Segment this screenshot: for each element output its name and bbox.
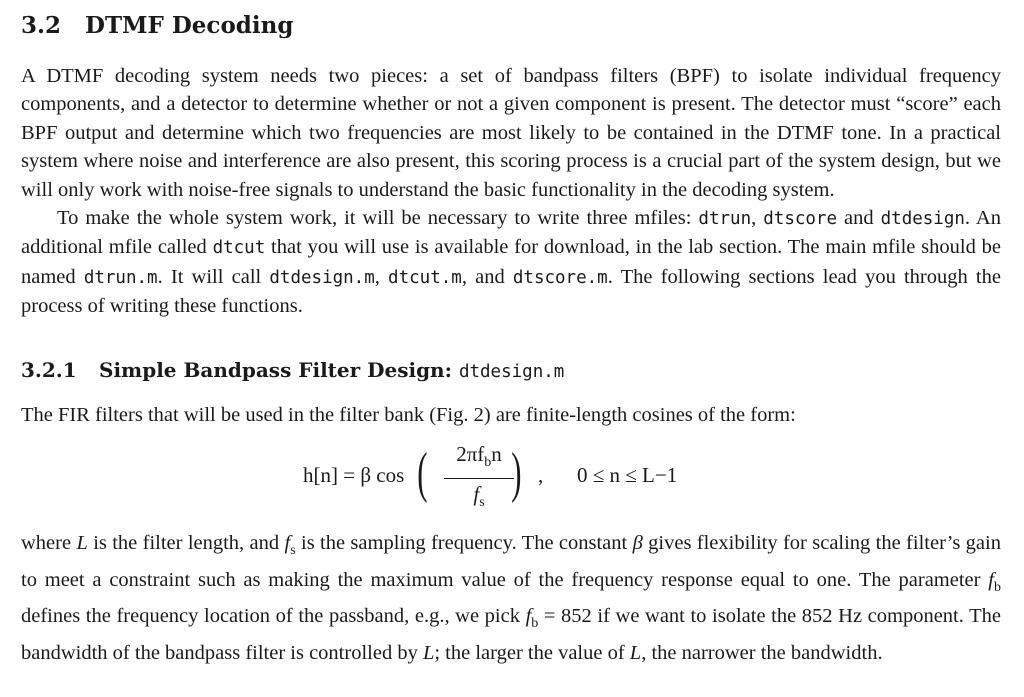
subsection-number: 3.2.1 [21, 357, 77, 382]
section-heading [21, 12, 1001, 40]
paragraph-parameters [21, 529, 1001, 667]
subsection-heading [21, 357, 1001, 385]
text-span: defines the frequency location of the passband, e.g., we pick [21, 605, 526, 628]
text-span: is the filter length, and [87, 532, 285, 555]
subsection-code: dtdesign.m [458, 361, 565, 382]
equation-lhs: h[n] = β cos [303, 463, 405, 488]
equation-range: 0 ≤ n ≤ L−1 [577, 463, 678, 488]
code-dtdesign-m: dtdesign.m [269, 267, 375, 288]
code-dtcut: dtcut [212, 238, 266, 259]
code-dtscore: dtscore [763, 209, 838, 230]
text-span: To make the whole system work, it will be necessary to write three mfiles: [57, 207, 699, 230]
subsection-title: Simple Bandpass Filter Design: [99, 357, 459, 382]
text-span: . An additional mfile called [21, 207, 1001, 259]
document-page [21, 6, 1001, 667]
var-L: L [422, 641, 435, 664]
paragraph-intro: A DTMF decoding system needs two pieces: a set of bandpass filters (BPF) to isolate individual frequency components, and a detector to determine whether or not a given component is present. The detector must “score” each BPF output and determine which two frequencies are most likely to be contained in the DTMF tone. In a practical system where noise and interference are also present, this scoring process is a crucial part of the system design, but we will only work with noise-free signals to understand the basic functionality in the decoding system. [21, 65, 1001, 201]
sub-b: b [994, 579, 1001, 595]
text-span: , the narrower the bandwidth. [641, 641, 883, 664]
code-dtdesign: dtdesign [880, 209, 965, 230]
text-span: , and [461, 265, 513, 288]
text-span: . The following sections lead you through the process of writing these functions. [21, 265, 1001, 318]
section-number: 3.2 [21, 12, 62, 39]
text-span: . It will call [157, 265, 270, 288]
numerator-text: 2πf [456, 442, 485, 467]
var-f: f [284, 532, 291, 555]
text-span: is the sampling frequency. The constant [295, 532, 633, 555]
text-span: , [751, 207, 764, 230]
fraction-bar [444, 478, 514, 479]
code-dtcut-m: dtcut.m [388, 267, 462, 288]
right-paren: ) [511, 442, 522, 505]
numerator-end: n [491, 442, 502, 467]
equation-fraction [444, 441, 514, 516]
equation-comma: , [538, 463, 544, 488]
var-beta: β [632, 532, 643, 555]
sub-b: b [531, 616, 539, 632]
text-span: gives flexibility for scaling the filter’s gain to meet a constraint such as making the maximum value of the frequency response equal to one. The parameter [21, 532, 1001, 591]
text-span: , [374, 265, 389, 288]
section-title: DTMF Decoding [85, 12, 294, 39]
denominator-subscript: s [479, 495, 485, 511]
left-paren: ( [417, 442, 428, 505]
text-span: that you will use is available for download, in the lab section. The main mfile should be named [21, 236, 1001, 288]
code-dtscore-m: dtscore.m [512, 267, 608, 288]
text-span: = 852 if we want to isolate the 852 Hz component. The bandwidth of the bandpass filter is controlled by [21, 605, 1001, 664]
paragraph-mfiles [21, 204, 1001, 321]
var-f: f [988, 568, 994, 591]
var-L: L [629, 641, 642, 664]
fraction-denominator [444, 481, 514, 516]
text-span: and [837, 207, 881, 230]
fraction-numerator [444, 441, 514, 476]
var-f: f [525, 605, 532, 628]
var-L: L [76, 532, 88, 555]
code-dtrun: dtrun [698, 209, 752, 230]
text-span: ; the larger the value of [434, 641, 630, 664]
denominator-text: f [473, 482, 480, 507]
sub-s: s [290, 543, 296, 559]
paragraph-fir: The FIR filters that will be used in the filter bank (Fig. 2) are finite-length cosines of the form: [21, 403, 796, 426]
numerator-subscript: b [484, 455, 492, 471]
text-span: where [21, 532, 77, 555]
filter-equation [21, 439, 1001, 525]
code-dtrun-m: dtrun.m [83, 267, 158, 288]
